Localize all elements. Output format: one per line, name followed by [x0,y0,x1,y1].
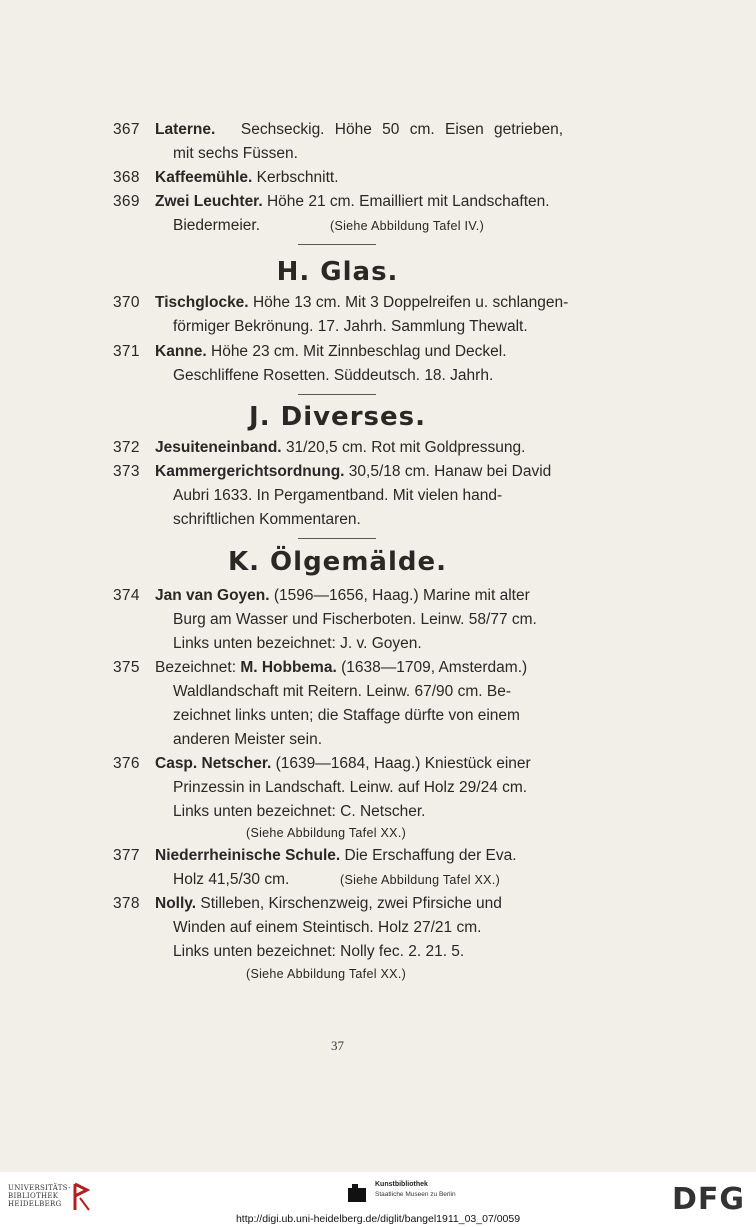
entry-text: Links unten bezeichnet: Nolly fec. 2. 21. 5. [173,943,465,960]
entry-title: Kammergerichtsordnung. [155,463,345,480]
entry-374-line-2 [0,607,756,633]
entry-text: 31/20,5 cm. Rot mit Goldpressung. [285,439,526,456]
entry-text: anderen Meister sein. [173,731,323,748]
entry-number: 369 [113,193,140,210]
entry-prefix: Bezeichnet: [155,659,236,676]
entry-text: Höhe 13 cm. Mit 3 Doppelreifen u. schlangen- [252,294,569,311]
entry-text: mit sechs Füssen. [173,145,298,162]
entry-number: 367 [113,121,140,138]
entry-title: Nolly. [155,895,197,912]
kunstbibliothek-name: Kunstbibliothek [375,1181,428,1188]
section-divider [298,538,376,539]
entry-376-line-1 [0,751,756,777]
entry-text: Aubri 1633. In Pergamentband. Mit vielen hand- [173,487,503,504]
entry-title: M. Hobbema. [240,659,337,676]
section-divider [298,394,376,395]
entry-text: Biedermeier. [173,217,261,234]
entry-title: Zwei Leuchter. [155,193,263,210]
entry-title: Casp. Netscher. [155,755,272,772]
entry-378-line-2 [0,915,756,941]
kunstbibliothek-subtitle: Staatliche Museen zu Berlin [375,1191,456,1198]
entry-text: Burg am Wasser und Fischerboten. Leinw. 58/77 cm. [173,611,537,628]
entry-378-line-4 [0,961,756,987]
entry-text: Geschliffene Rosetten. Süddeutsch. 18. Jahrh. [173,367,494,384]
entry-number: 375 [113,659,140,676]
entry-title: Jan van Goyen. [155,587,270,604]
entry-text: Höhe 23 cm. Mit Zinnbeschlag und Deckel. [211,343,507,360]
entry-text: Sechseckig. Höhe 50 cm. Eisen getrieben, [240,121,563,138]
entry-372-line-1 [0,435,756,461]
section-heading-glas: H. Glas. [276,257,399,287]
digitization-footer [0,1172,756,1227]
entry-number: 371 [113,343,140,360]
entry-371-line-1 [0,339,756,365]
entry-title: Kaffeemühle. [155,169,253,186]
entry-369-line-2 [0,213,756,239]
entry-number: 373 [113,463,140,480]
entry-375-line-1 [0,655,756,681]
page-number: 37 [331,1038,344,1053]
entry-375-line-4 [0,727,756,753]
entry-376-line-2 [0,775,756,801]
entry-number: 368 [113,169,140,186]
entry-text: Waldlandschaft mit Reitern. Leinw. 67/90 cm. Be- [173,683,511,700]
entry-text: (1638—1709, Amsterdam.) [341,659,528,676]
entry-374-line-1 [0,583,756,609]
entry-title: Tischglocke. [155,294,249,311]
entry-number: 378 [113,895,140,912]
section-divider [298,244,376,245]
entry-text: Prinzessin in Landschaft. Leinw. auf Holz 29/24 cm. [173,779,528,796]
entry-378-line-1 [0,891,756,917]
entry-number: 377 [113,847,140,864]
entry-367-line-1 [0,117,756,143]
entry-title: Jesuiteneinband. [155,439,282,456]
entry-367-line-2 [0,141,756,167]
entry-text: Holz 41,5/30 cm. [173,871,290,888]
entry-text: Links unten bezeichnet: C. Netscher. [173,803,426,820]
entry-text: schriftlichen Kommentaren. [173,511,361,528]
entry-title: Niederrheinische Schule. [155,847,341,864]
entry-373-line-2 [0,483,756,509]
entry-373-line-1 [0,459,756,485]
university-library-name: UNIVERSITÄTS- BIBLIOTHEK HEIDELBERG [8,1184,71,1208]
entry-text: Winden auf einem Steintisch. Holz 27/21 cm. [173,919,482,936]
entry-text: Kerbschnitt. [256,169,339,186]
entry-text: Stilleben, Kirschenzweig, zwei Pfirsiche und [200,895,502,912]
entry-370-line-2 [0,314,756,340]
entry-text: Höhe 21 cm. Emailliert mit Landschaften. [266,193,550,210]
section-heading-oelgemaelde: K. Ölgemälde. [227,547,447,577]
entry-number: 374 [113,587,140,604]
dfg-logo: DFG [672,1182,746,1217]
plate-reference: (Siehe Abbildung Tafel XX.) [246,967,407,981]
entry-text: zeichnet links unten; die Staffage dürfte von einem [173,707,520,724]
entry-369-line-1 [0,189,756,215]
entry-text: Die Erschaffung der Eva. [344,847,517,864]
entry-text: Links unten bezeichnet: J. v. Goyen. [173,635,422,652]
plate-reference: (Siehe Abbildung Tafel IV.) [330,219,485,233]
entry-number: 372 [113,439,140,456]
kunstbibliothek-logo-icon [346,1182,368,1204]
entry-377-line-1 [0,843,756,869]
entry-375-line-2 [0,679,756,705]
entry-title: Kanne. [155,343,207,360]
entry-375-line-3 [0,703,756,729]
entry-368-line-1 [0,165,756,191]
university-logo-icon [72,1182,92,1212]
entry-text: förmiger Bekrönung. 17. Jahrh. Sammlung Thewalt. [173,318,528,335]
plate-reference: (Siehe Abbildung Tafel XX.) [246,826,407,840]
section-heading-diverses: J. Diverses. [249,402,426,432]
entry-371-line-2 [0,363,756,389]
entry-title: Laterne. [155,121,216,138]
entry-373-line-3 [0,507,756,533]
entry-number: 376 [113,755,140,772]
entry-number: 370 [113,294,140,311]
entry-374-line-3 [0,631,756,657]
entry-text: (1639—1684, Haag.) Kniestück einer [275,755,531,772]
entry-370-line-1 [0,290,756,316]
entry-text: (1596—1656, Haag.) Marine mit alter [273,587,530,604]
entry-377-line-2 [0,867,756,893]
source-url[interactable]: http://digi.ub.uni-heidelberg.de/diglit/bangel1911_03_07/0059 [235,1213,521,1225]
entry-text: 30,5/18 cm. Hanaw bei David [348,463,552,480]
plate-reference: (Siehe Abbildung Tafel XX.) [340,873,501,887]
